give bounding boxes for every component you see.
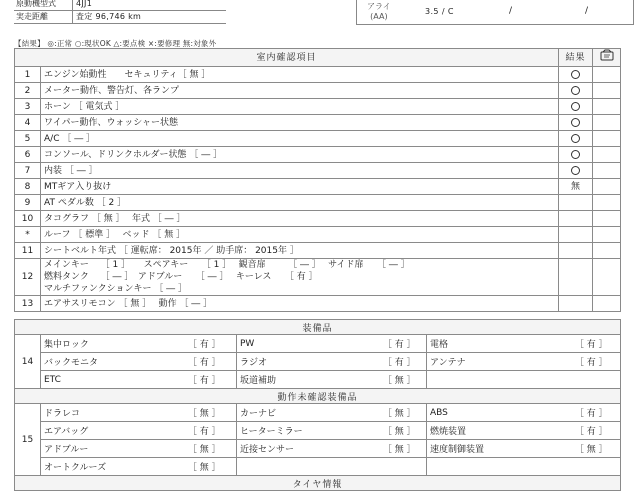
equipment-value: ［ 無 ］ (173, 458, 237, 476)
equipment-value: ［ 有 ］ (173, 422, 237, 440)
equipment-name: ラジオ (237, 353, 373, 371)
inspection-row-text: AT ペダル数 ［ 2 ］ (41, 195, 559, 211)
inspection-row-text (41, 259, 559, 296)
equipment-value: ［ 有 ］ (563, 335, 621, 353)
equipment-value (373, 458, 427, 476)
equipment-value: ［ 有 ］ (373, 335, 427, 353)
equipment-value: ［ 無 ］ (173, 404, 237, 422)
auction-grade-label: アライ (AA) (367, 2, 391, 21)
inspection-row-number: 1 (15, 67, 41, 83)
mileage-label: 実走距離 (16, 12, 48, 21)
inspection-header: 室内確認項目 (15, 49, 559, 67)
inspection-row-text: エアサスリモコン ［ 無 ］ 動作 ［ ― ］ (41, 296, 559, 312)
equipment-name: ETC (41, 371, 173, 389)
equipment-value: ［ 無 ］ (373, 371, 427, 389)
equipment-name: 集中ロック (41, 335, 173, 353)
inspection-result (559, 211, 593, 227)
auction-grade-box (356, 0, 634, 25)
inspection-result (559, 163, 593, 179)
equipment-value: ［ 有 ］ (173, 371, 237, 389)
blank-slash-1: / (509, 6, 513, 16)
inspection-row-number: 2 (15, 83, 41, 99)
equipment-name: アドブルー (41, 440, 173, 458)
auction-grade-value: 3.5 / C (425, 7, 454, 16)
inspection-row (15, 163, 621, 179)
equipment-number: 14 (15, 335, 41, 389)
engine-row (14, 0, 226, 11)
equipment-value: ［ 無 ］ (373, 422, 427, 440)
unconfirmed-row (15, 422, 621, 440)
equipment-value: ［ 有 ］ (563, 353, 621, 371)
inspection-row-text: シートベルト年式 ［ 運転席： 2015年 ／ 助手席： 2015年 ］ (41, 243, 559, 259)
equipment-name: 坂道補助 (237, 371, 373, 389)
inspection-row (15, 83, 621, 99)
equipment-name: 電格 (427, 335, 563, 353)
inspection-row (15, 259, 621, 296)
equipment-row (15, 371, 621, 389)
equipment-name: カーナビ (237, 404, 373, 422)
ok-circle-icon (571, 86, 580, 95)
equipment-name: ドラレコ (41, 404, 173, 422)
inspection-row-number: 11 (15, 243, 41, 259)
engine-label: 原動機型式 (16, 0, 56, 8)
equipment-name: オートクルーズ (41, 458, 173, 476)
engine-value: 4JJ1 (76, 0, 93, 8)
inspection-row (15, 211, 621, 227)
inspection-row (15, 296, 621, 312)
inspection-result (559, 67, 593, 83)
mileage-row (14, 11, 226, 24)
equipment-row (15, 335, 621, 353)
inspection-row-line: 燃料タンク ［ ― ］ アドブルー ［ ― ］ キーレス ［ 有 ］ (44, 272, 318, 282)
equipment-name: PW (237, 335, 373, 353)
equipment-name (427, 371, 563, 389)
equipment-value: ［ 有 ］ (173, 353, 237, 371)
equipment-name: 近接センサー (237, 440, 373, 458)
inspection-row-number: 9 (15, 195, 41, 211)
equipment-value: ［ 有 ］ (563, 422, 621, 440)
inspection-row-line: マルチファンクションキー ［ ― ］ (44, 284, 188, 294)
equipment-name: アンテナ (427, 353, 563, 371)
inspection-row (15, 227, 621, 243)
unconfirmed-row (15, 440, 621, 458)
hand-pointer-icon (593, 49, 621, 67)
inspection-row-text: タコグラフ ［ 無 ］ 年式 ［ ― ］ (41, 211, 559, 227)
inspection-row-text: A/C ［ ― ］ (41, 131, 559, 147)
inspection-result (559, 243, 593, 259)
inspection-row-number: 7 (15, 163, 41, 179)
equipment-name: ヒーターミラー (237, 422, 373, 440)
unconfirmed-number: 15 (15, 404, 41, 476)
equipment-value (563, 458, 621, 476)
inspection-row (15, 195, 621, 211)
equipment-name: 速度制御装置 (427, 440, 563, 458)
ok-circle-icon (571, 150, 580, 159)
inspection-row-number: 5 (15, 131, 41, 147)
inspection-row-text: ルーフ ［ 標準 ］ ベッド ［ 無 ］ (41, 227, 559, 243)
unconfirmed-row (15, 404, 621, 422)
equipment-name: ABS (427, 404, 563, 422)
inspection-row-text: エンジン始動性 セキュリティ［ 無 ］ (41, 67, 559, 83)
equipment-value: ［ 有 ］ (173, 335, 237, 353)
result-header: 結果 (559, 49, 593, 67)
inspection-row-number: * (15, 227, 41, 243)
inspection-row-text: ワイパー動作、ウォッシャー状態 (41, 115, 559, 131)
inspection-row (15, 179, 621, 195)
inspection-result (559, 115, 593, 131)
inspection-row (15, 115, 621, 131)
equipment-value: ［ 無 ］ (373, 440, 427, 458)
inspection-result (559, 296, 593, 312)
inspection-result (559, 131, 593, 147)
inspection-row (15, 131, 621, 147)
unconfirmed-row (15, 458, 621, 476)
ok-circle-icon (571, 134, 580, 143)
inspection-row-number: 8 (15, 179, 41, 195)
equipment-value: ［ 無 ］ (173, 440, 237, 458)
mileage-value: 査定 96,746 km (76, 12, 142, 21)
equipment-table (14, 319, 621, 491)
inspection-result (559, 83, 593, 99)
inspection-row-line: メインキー ［ 1 ］ スペアキー ［ 1 ］ 観音扉 ［ ― ］ サイド扉 ［ ― ］ (44, 260, 410, 270)
inspection-row (15, 67, 621, 83)
inspection-result (559, 227, 593, 243)
unconfirmed-header: 動作未確認装備品 (15, 389, 621, 404)
inspection-row (15, 99, 621, 115)
equipment-name (237, 458, 373, 476)
result-legend: 【結果】 ◎:正常 ○:現状OK △:要点検 ×:要修理 無:対象外 (14, 39, 217, 48)
inspection-row-number: 13 (15, 296, 41, 312)
equipment-name (427, 458, 563, 476)
inspection-row-number: 6 (15, 147, 41, 163)
equipment-name: エアバッグ (41, 422, 173, 440)
inspection-result: 無 (559, 179, 593, 195)
tire-info-header: タイヤ情報 (15, 476, 621, 491)
equipment-value (563, 371, 621, 389)
inspection-row-text: 内装 ［ ― ］ (41, 163, 559, 179)
inspection-result (559, 99, 593, 115)
inspection-row-text: MTギア入り抜け (41, 179, 559, 195)
inspection-result (559, 259, 593, 296)
equipment-name: バックモニタ (41, 353, 173, 371)
inspection-result (559, 147, 593, 163)
interior-inspection-table (14, 48, 621, 312)
equipment-value: ［ 無 ］ (563, 440, 621, 458)
ok-circle-icon (571, 70, 580, 79)
equipment-value: ［ 無 ］ (373, 404, 427, 422)
equipment-row (15, 353, 621, 371)
inspection-row-text: メーター動作、警告灯、各ランプ (41, 83, 559, 99)
ok-circle-icon (571, 166, 580, 175)
inspection-row-number: 10 (15, 211, 41, 227)
ok-circle-icon (571, 102, 580, 111)
inspection-row (15, 243, 621, 259)
inspection-result (559, 195, 593, 211)
equipment-value: ［ 有 ］ (373, 353, 427, 371)
inspection-row-number: 4 (15, 115, 41, 131)
ok-circle-icon (571, 118, 580, 127)
equipment-header: 装備品 (15, 320, 621, 335)
blank-slash-2: / (585, 6, 589, 16)
equipment-value: ［ 有 ］ (563, 404, 621, 422)
inspection-row-number: 3 (15, 99, 41, 115)
inspection-row (15, 147, 621, 163)
inspection-row-text: ホーン ［ 電気式 ］ (41, 99, 559, 115)
inspection-row-text: コンソール、ドリンクホルダー状態 ［ ― ］ (41, 147, 559, 163)
equipment-name: 燃焼装置 (427, 422, 563, 440)
inspection-row-number: 12 (15, 259, 41, 296)
